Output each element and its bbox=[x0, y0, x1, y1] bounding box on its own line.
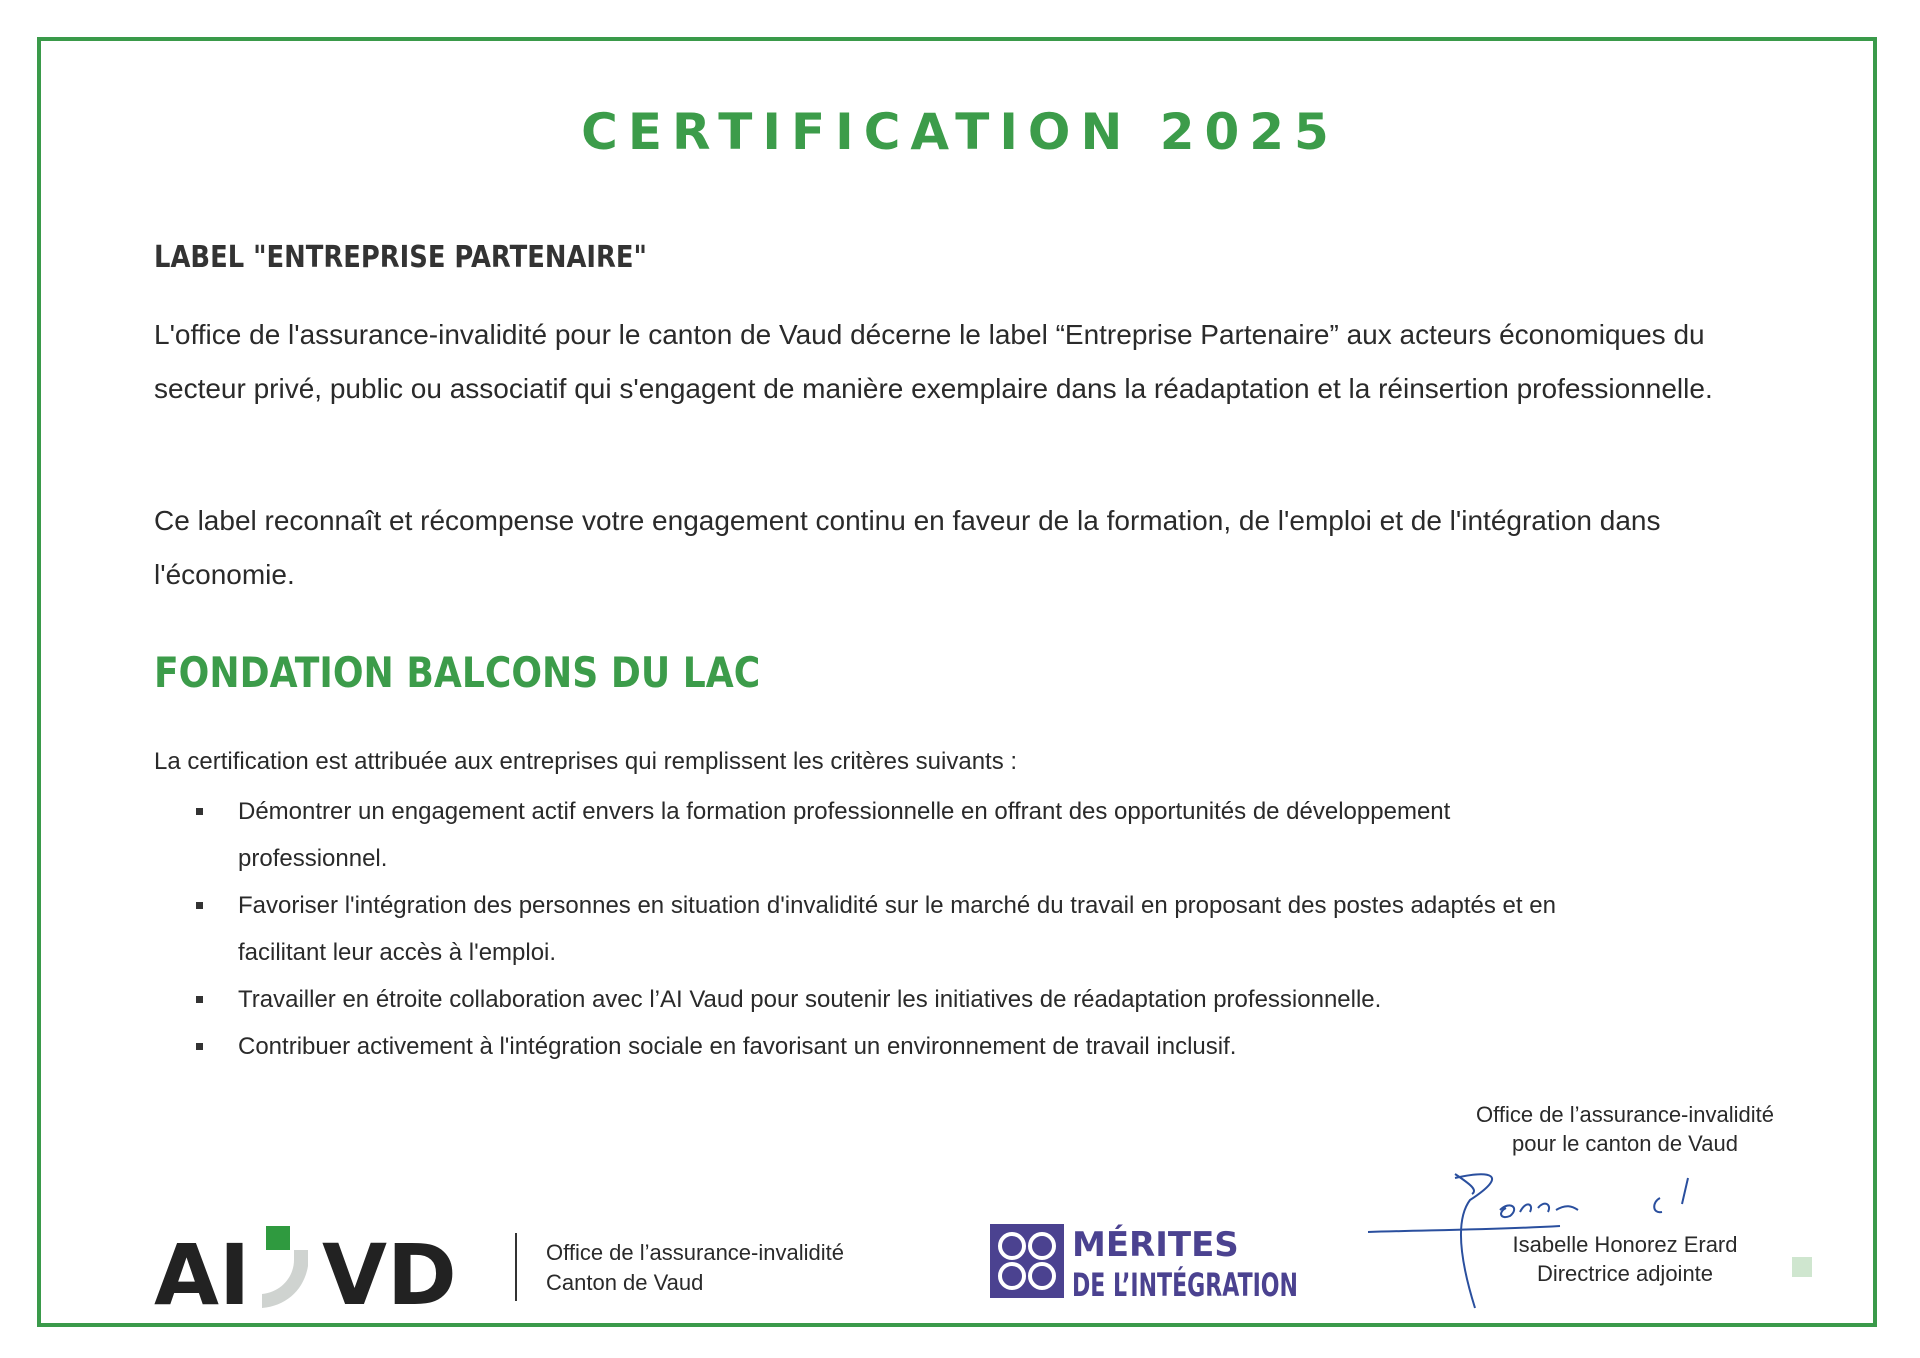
bullet-icon bbox=[196, 996, 203, 1003]
criteria-text: Contribuer activement à l'intégration sociale en favorisant un environnement de travail inclusif. bbox=[238, 1033, 1237, 1060]
decorative-square bbox=[1792, 1257, 1812, 1277]
recognition-paragraph: Ce label reconnaît et récompense votre engagement continu en faveur de la formation, de l'emploi et de l'intégration dans l'économie. bbox=[154, 505, 1661, 590]
aivd-org-line: Office de l’assurance-invalidité bbox=[546, 1240, 844, 1265]
aivd-organization bbox=[546, 1238, 844, 1298]
aivd-org-line: Canton de Vaud bbox=[546, 1270, 704, 1295]
criteria-list bbox=[154, 788, 1654, 1070]
aivd-logo-vd: VD bbox=[322, 1226, 457, 1324]
aivd-logo bbox=[154, 1220, 494, 1324]
merites-integration-logo bbox=[988, 1218, 1308, 1304]
aivd-logo-ai: AI bbox=[154, 1226, 251, 1324]
criteria-intro: La certification est attribuée aux entreprises qui remplissent les critères suivants : bbox=[154, 748, 1018, 775]
bullet-icon bbox=[196, 808, 203, 815]
criteria-item bbox=[154, 788, 1654, 882]
signer-name: Isabelle Honorez Erard bbox=[1512, 1232, 1738, 1257]
certificate-title: CERTIFICATION 2025 bbox=[581, 103, 1339, 161]
aivd-grey-swoosh bbox=[262, 1250, 308, 1308]
bullet-icon bbox=[196, 1043, 203, 1050]
criteria-item bbox=[154, 882, 1654, 976]
merites-line-1: MÉRITES bbox=[1072, 1225, 1239, 1265]
merites-emblem bbox=[990, 1224, 1064, 1298]
label-heading: LABEL "ENTREPRISE PARTENAIRE" bbox=[154, 240, 647, 275]
signer bbox=[1400, 1230, 1850, 1288]
criteria-item bbox=[154, 976, 1654, 1023]
logo-divider bbox=[515, 1233, 517, 1301]
criteria-text: Démontrer un engagement actif envers la formation professionnelle en offrant des opportunités de développement professionnel. bbox=[238, 798, 1451, 872]
bullet-icon bbox=[196, 902, 203, 909]
signature-org-line: pour le canton de Vaud bbox=[1512, 1131, 1738, 1156]
signer-title: Directrice adjointe bbox=[1536, 1261, 1714, 1286]
merites-line-2: DE L’INTÉGRATION bbox=[1072, 1266, 1298, 1304]
criteria-item bbox=[154, 1023, 1654, 1070]
signature-org-line: Office de l’assurance-invalidité bbox=[1476, 1102, 1774, 1127]
company-name: FONDATION BALCONS DU LAC bbox=[154, 648, 761, 697]
criteria-text: Travailler en étroite collaboration avec l’AI Vaud pour soutenir les initiatives de réadaptation professionnelle. bbox=[238, 986, 1382, 1013]
signature-organization bbox=[1400, 1100, 1850, 1158]
intro-paragraph: L'office de l'assurance-invalidité pour le canton de Vaud décerne le label “Entreprise Partenaire” aux acteurs économiques du secteur privé, public ou associatif qui s'engagent de manière exemplaire dans la réadaptation et la réinsertion professionnelle. bbox=[154, 319, 1713, 404]
criteria-text: Favoriser l'intégration des personnes en situation d'invalidité sur le marché du travail en proposant des postes adaptés et en facilitant leur accès à l'emploi. bbox=[238, 892, 1556, 966]
aivd-green-square bbox=[266, 1226, 290, 1250]
